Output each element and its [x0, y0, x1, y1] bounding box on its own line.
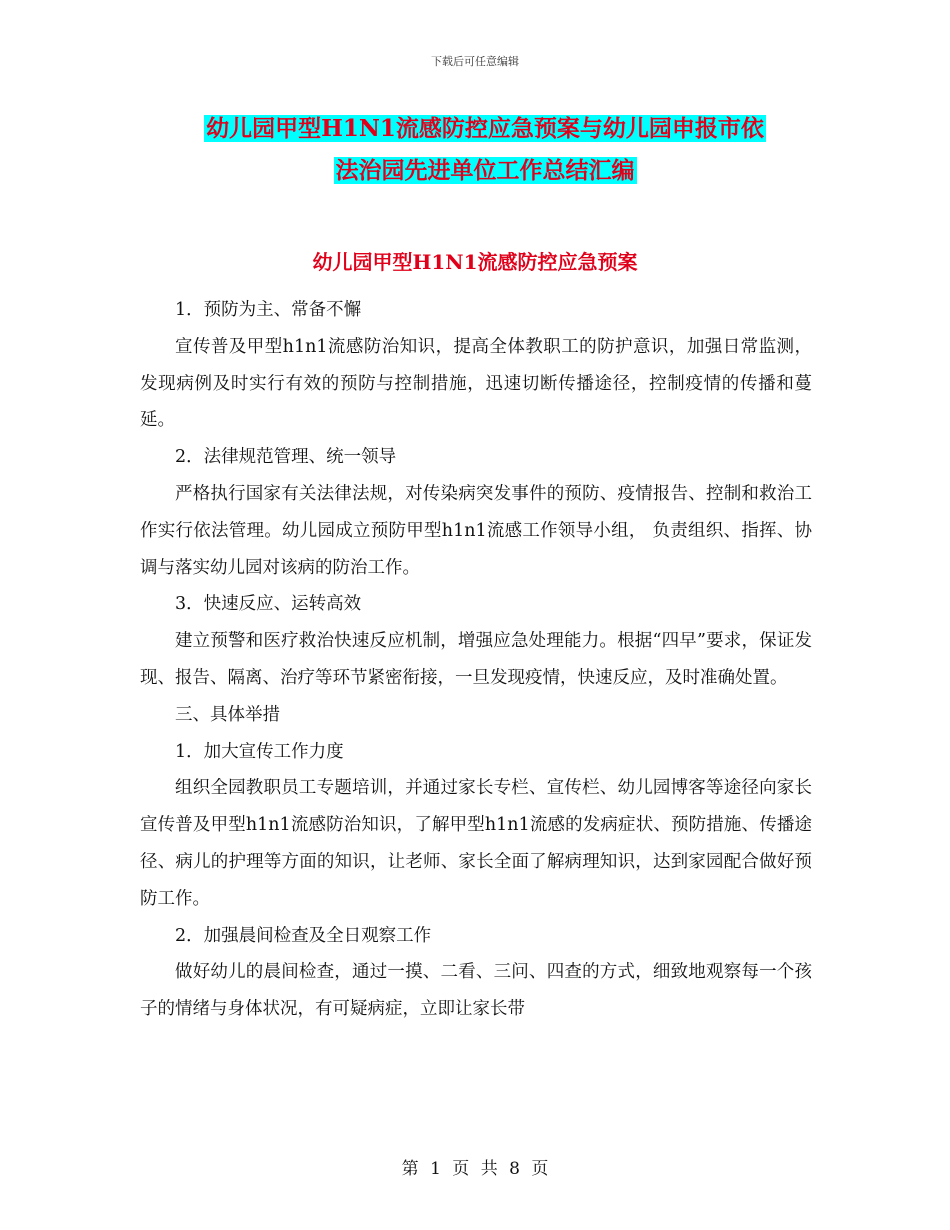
document-title-line-2: 法治园先进单位工作总结汇编: [335, 157, 635, 184]
section-title: 幼儿园甲型H1N1流感防控应急预案: [312, 250, 638, 274]
paragraph: 建立预警和医疗救治快速反应机制，增强应急处理能力。根据“四早”要求，保证发现、报告、隔离、治疗等环节紧密衔接，一旦发现疫情，快速反应，及时准确处置。: [140, 631, 812, 688]
header-note: 下载后可任意编辑: [431, 55, 519, 68]
document-title-line-1: 幼儿园甲型H1N1流感防控应急预案与幼儿园申报市依: [206, 115, 764, 142]
document-title: [140, 108, 830, 192]
paragraph: 严格执行国家有关法律法规，对传染病突发事件的预防、疫情报告、控制和救治工作实行依法管理。幼儿园成立预防甲型h1n1流感工作领导小组， 负责组织、指挥、协调与落实幼儿园对该病的防治工作。: [140, 483, 812, 578]
page-footer: 第 1 页 共 8 页: [401, 1159, 549, 1179]
paragraph: 3．快速反应、运转高效: [175, 594, 362, 615]
paragraph: 1．加大宣传工作力度: [175, 741, 344, 762]
paragraph: 2．法律规范管理、统一领导: [175, 447, 397, 468]
paragraph: 宣传普及甲型h1n1流感防治知识，提高全体教职工的防护意识，加强日常监测，发现病例及时实行有效的预防与控制措施，迅速切断传播途径，控制疫情的传播和蔓延。: [140, 336, 812, 431]
paragraph: 做好幼儿的晨间检查，通过一摸、二看、三问、四查的方式，细致地观察每一个孩子的情绪与身体状况，有可疑病症，立即让家长带: [140, 962, 812, 1020]
paragraph: 组织全园教职员工专题培训，并通过家长专栏、宣传栏、幼儿园博客等途径向家长宣传普及甲型h1n1流感防治知识，了解甲型h1n1流感的发病症状、预防措施、传播途径、病儿的护理等方面的知识，让老师、家长全面了解病理知识，达到家园配合做好预防工作。: [140, 778, 812, 909]
paragraph: 2．加强晨间检查及全日观察工作: [175, 925, 432, 946]
document-body: [140, 292, 812, 1028]
paragraph: 1．预防为主、常备不懈: [175, 300, 362, 320]
paragraph: 三、具体举措: [175, 704, 280, 725]
